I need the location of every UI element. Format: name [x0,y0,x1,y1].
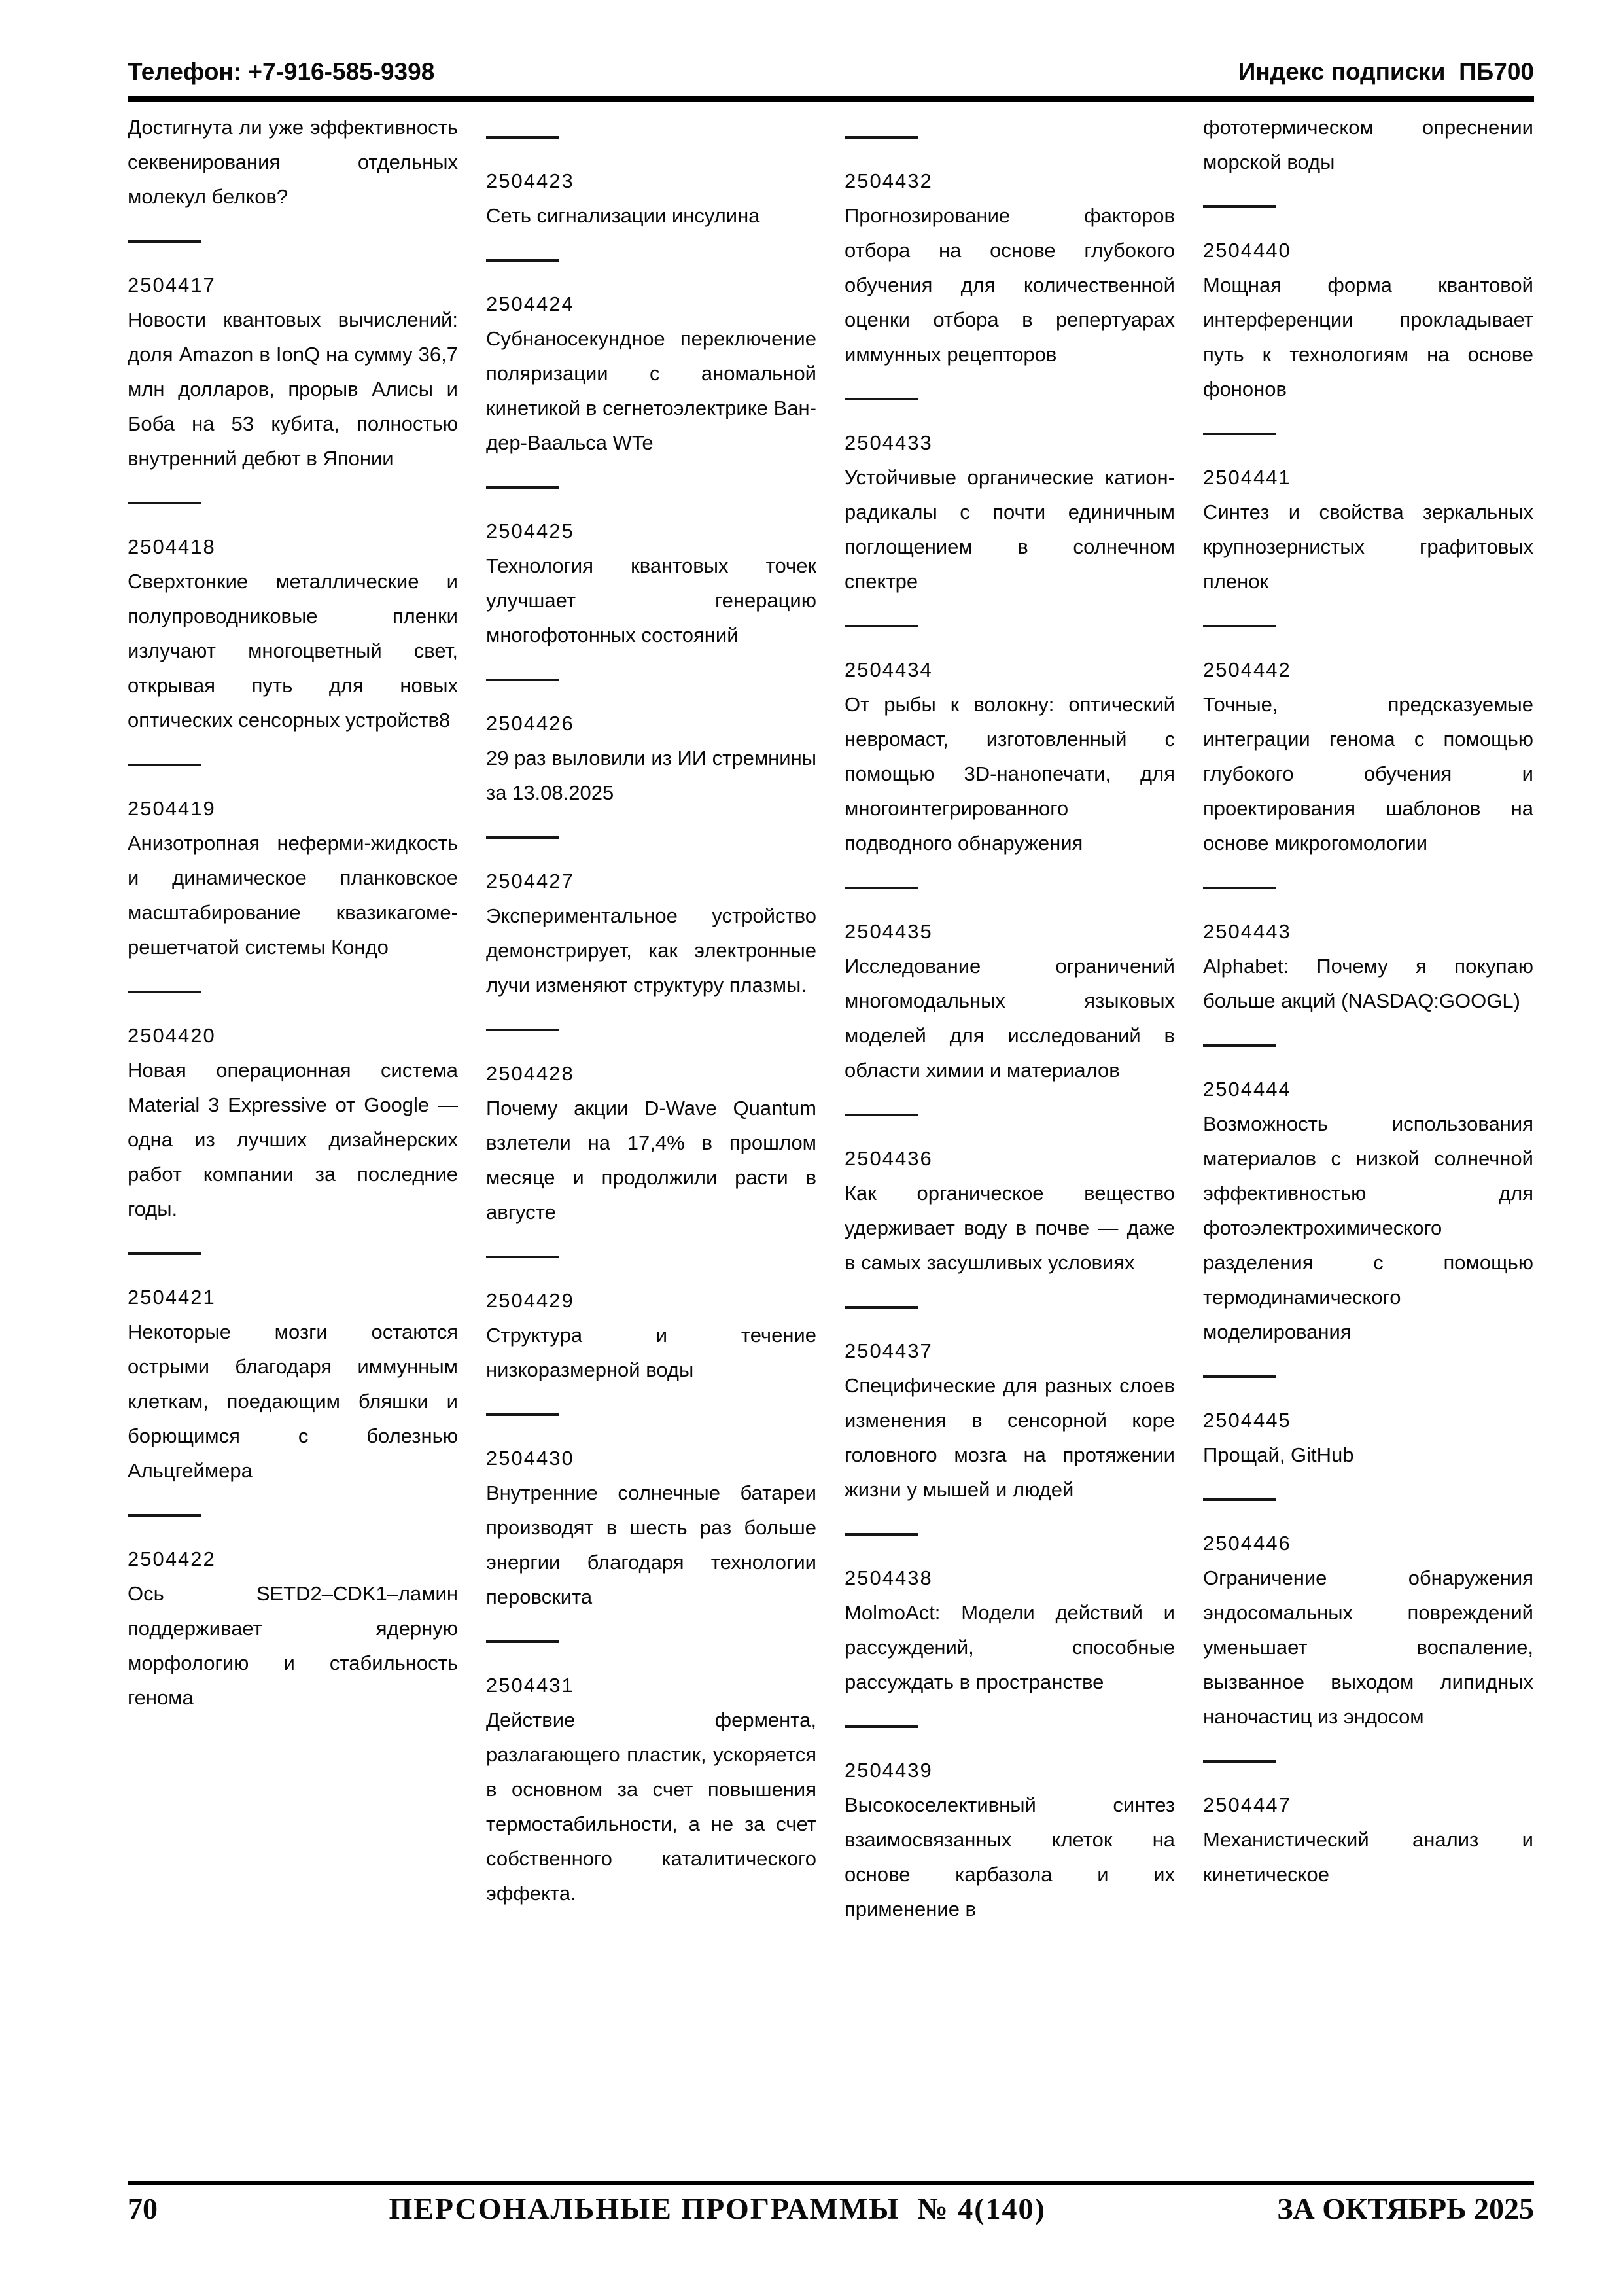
page-footer [0,2185,1623,2227]
article-title: Синтез и свойства зеркальных крупнозернистых графитовых пленок [1203,501,1533,593]
item-separator [1203,1044,1276,1047]
article-title: Сеть сигнализации инсулина [486,204,760,227]
article-id: 2504434 [845,658,933,681]
article-id: 2504447 [1203,1793,1291,1816]
article-id: 2504422 [128,1547,216,1570]
item-separator [486,836,559,839]
article-title: Структура и течение низкоразмерной воды [486,1324,816,1381]
item-separator [486,1256,559,1258]
article-id: 2504417 [128,274,216,296]
article-title: Ось SETD2–CDK1–ламин поддерживает ядерную морфологию и стабильность генома [128,1582,458,1709]
article-title: Возможность использования материалов с низкой солнечной эффективностью для фотоэлектрохимического разделения с помощью термодинамического моделирования [1203,1112,1533,1343]
article-title: Экспериментальное устройство демонстрирует, как электронные лучи изменяют структуру плазмы. [486,904,816,997]
article-title: Исследование ограничений многомодальных языковых моделей для исследований в области химии и материалов [845,955,1175,1082]
article-id: 2504428 [486,1062,574,1085]
article-title: Субнаносекундное переключение поляризации с аномальной кинетикой в сегнетоэлектрике Ван-дер-Ваальса WTe [486,327,816,454]
article-id: 2504445 [1203,1409,1291,1432]
article-id: 2504443 [1203,920,1291,943]
item-separator [845,136,918,139]
item-separator [845,1725,918,1728]
article-title: Устойчивые органические катион-радикалы с почти единичным поглощением в солнечном спектре [845,466,1175,593]
item-separator [486,486,559,489]
item-separator [1203,1498,1276,1501]
article-id: 2504438 [845,1566,933,1589]
article-id: 2504432 [845,169,933,192]
article-title: Ограничение обнаружения эндосомальных повреждений уменьшает воспаление, вызванное выходом липидных наночастиц из эндосом [1203,1566,1533,1728]
item-separator [486,136,559,139]
column [845,110,1175,2181]
item-separator [128,991,201,993]
item-separator [845,1114,918,1116]
article-title: Внутренние солнечные батареи производят в шесть раз больше энергии благодаря технологии перовскита [486,1481,816,1608]
article-list [0,110,1623,2181]
article-id: 2504418 [128,535,216,558]
article-id: 2504427 [486,870,574,892]
article-id: 2504440 [1203,239,1291,262]
footer-rule [128,2181,1534,2185]
article-id: 2504437 [845,1339,933,1362]
item-separator [845,398,918,400]
article-title: Анизотропная неферми-жидкость и динамическое планковское масштабирование квазикагоме-решетчатой системы Кондо [128,832,458,959]
article-id: 2504435 [845,920,933,943]
item-separator [1203,1375,1276,1378]
article-id: 2504424 [486,292,574,315]
item-separator [128,764,201,766]
article-title: Прощай, GitHub [1203,1443,1354,1466]
item-separator [1203,433,1276,435]
article-id: 2504439 [845,1759,933,1782]
page-header [0,0,1623,86]
article-id: 2504421 [128,1286,216,1309]
item-separator [486,1029,559,1031]
item-separator [845,625,918,627]
article-title: Прогнозирование факторов отбора на основе глубокого обучения для количественной оценки отбора в репертуарах иммунных рецепторов [845,204,1175,366]
article-title: Механистический анализ и кинетическое [1203,1828,1533,1886]
article-id: 2504431 [486,1674,574,1697]
article-id: 2504425 [486,520,574,542]
article-title: От рыбы к волокну: оптический невромаст, изготовленный с помощью 3D-нанопечати, для многоинтегрированного подводного обнаружения [845,693,1175,855]
header-rule [128,96,1534,102]
article-id: 2504426 [486,712,574,735]
article-id: 2504419 [128,797,216,820]
item-separator [128,1514,201,1517]
article-title: Новая операционная система Material 3 Expressive от Google — одна из лучших дизайнерских работ компании за последние годы. [128,1059,458,1220]
item-separator [486,1413,559,1416]
header-phone: Телефон: +7-916-585-9398 [128,58,435,85]
article-id: 2504433 [845,431,933,454]
item-separator [1203,625,1276,627]
item-separator [128,502,201,504]
item-separator [1203,887,1276,889]
article-id: 2504423 [486,169,574,192]
article-title-continuation: Достигнута ли уже эффективность секвенирования отдельных молекул белков? [128,116,458,208]
item-separator [845,1306,918,1309]
item-separator [486,259,559,262]
article-title: Почему акции D-Wave Quantum взлетели на 17,4% в прошлом месяце и продолжили расти в августе [486,1097,816,1224]
article-id: 2504441 [1203,466,1291,489]
issue-label: ЗА ОКТЯБРЬ 2025 [1277,2192,1534,2225]
article-title: Некоторые мозги остаются острыми благодаря иммунным клеткам, поедающим бляшки и борющимся с болезнью Альцгеймера [128,1320,458,1482]
article-title: Мощная форма квантовой интерференции прокладывает путь к технологиям на основе фононов [1203,274,1533,400]
article-title: Высокоселективный синтез взаимосвязанных клеток на основе карбазола и их применение в [845,1793,1175,1920]
article-id: 2504420 [128,1024,216,1047]
column [1203,110,1533,2181]
item-separator [486,1640,559,1643]
column [128,110,458,2181]
article-id: 2504446 [1203,1532,1291,1555]
article-title: Новости квантовых вычислений: доля Amazon в IonQ на сумму 36,7 млн долларов, прорыв Алисы и Боба на 53 кубита, полностью внутренний дебют в Японии [128,308,458,470]
item-separator [1203,1760,1276,1763]
article-title: MolmoAct: Модели действий и рассуждений, способные рассуждать в пространстве [845,1601,1175,1693]
item-separator [845,1533,918,1536]
item-separator [128,1252,201,1255]
article-id: 2504429 [486,1289,574,1312]
item-separator [845,887,918,889]
article-id: 2504442 [1203,658,1291,681]
article-id: 2504444 [1203,1078,1291,1101]
item-separator [486,679,559,681]
header-subscription-index: Индекс подписки ПБ700 [1238,58,1534,85]
item-separator [128,240,201,243]
footer-rule-wrap [0,2181,1623,2185]
item-separator [1203,205,1276,208]
article-id: 2504436 [845,1147,933,1170]
column [486,110,816,2181]
article-title: Действие фермента, разлагающего пластик, ускоряется в основном за счет повышения термостабильности, а не за счет собственного каталитического эффекта. [486,1708,816,1905]
page-number: 70 [128,2192,158,2225]
article-title: Технология квантовых точек улучшает генерацию многофотонных состояний [486,554,816,646]
article-title: Точные, предсказуемые интеграции генома с помощью глубокого обучения и проектирования шаблонов на основе микрогомологии [1203,693,1533,855]
article-title: Сверхтонкие металлические и полупроводниковые пленки излучают многоцветный свет, открывая путь для новых оптических сенсорных устройств8 [128,570,458,732]
article-title: Как органическое вещество удерживает воду в почве — даже в самых засушливых условиях [845,1182,1175,1274]
article-title: Alphabet: Почему я покупаю больше акций (NASDAQ:GOOGL) [1203,955,1533,1012]
journal-title: ПЕРСОНАЛЬНЫЕ ПРОГРАММЫ № 4(140) [389,2192,1046,2225]
article-title: 29 раз выловили из ИИ стремнины за 13.08.2025 [486,747,816,804]
article-title-continuation: фототермическом опреснении морской воды [1203,116,1533,173]
article-id: 2504430 [486,1447,574,1470]
header-rule-wrap [0,96,1623,102]
article-title: Специфические для разных слоев изменения в сенсорной коре головного мозга на протяжении жизни у мышей и людей [845,1374,1175,1501]
